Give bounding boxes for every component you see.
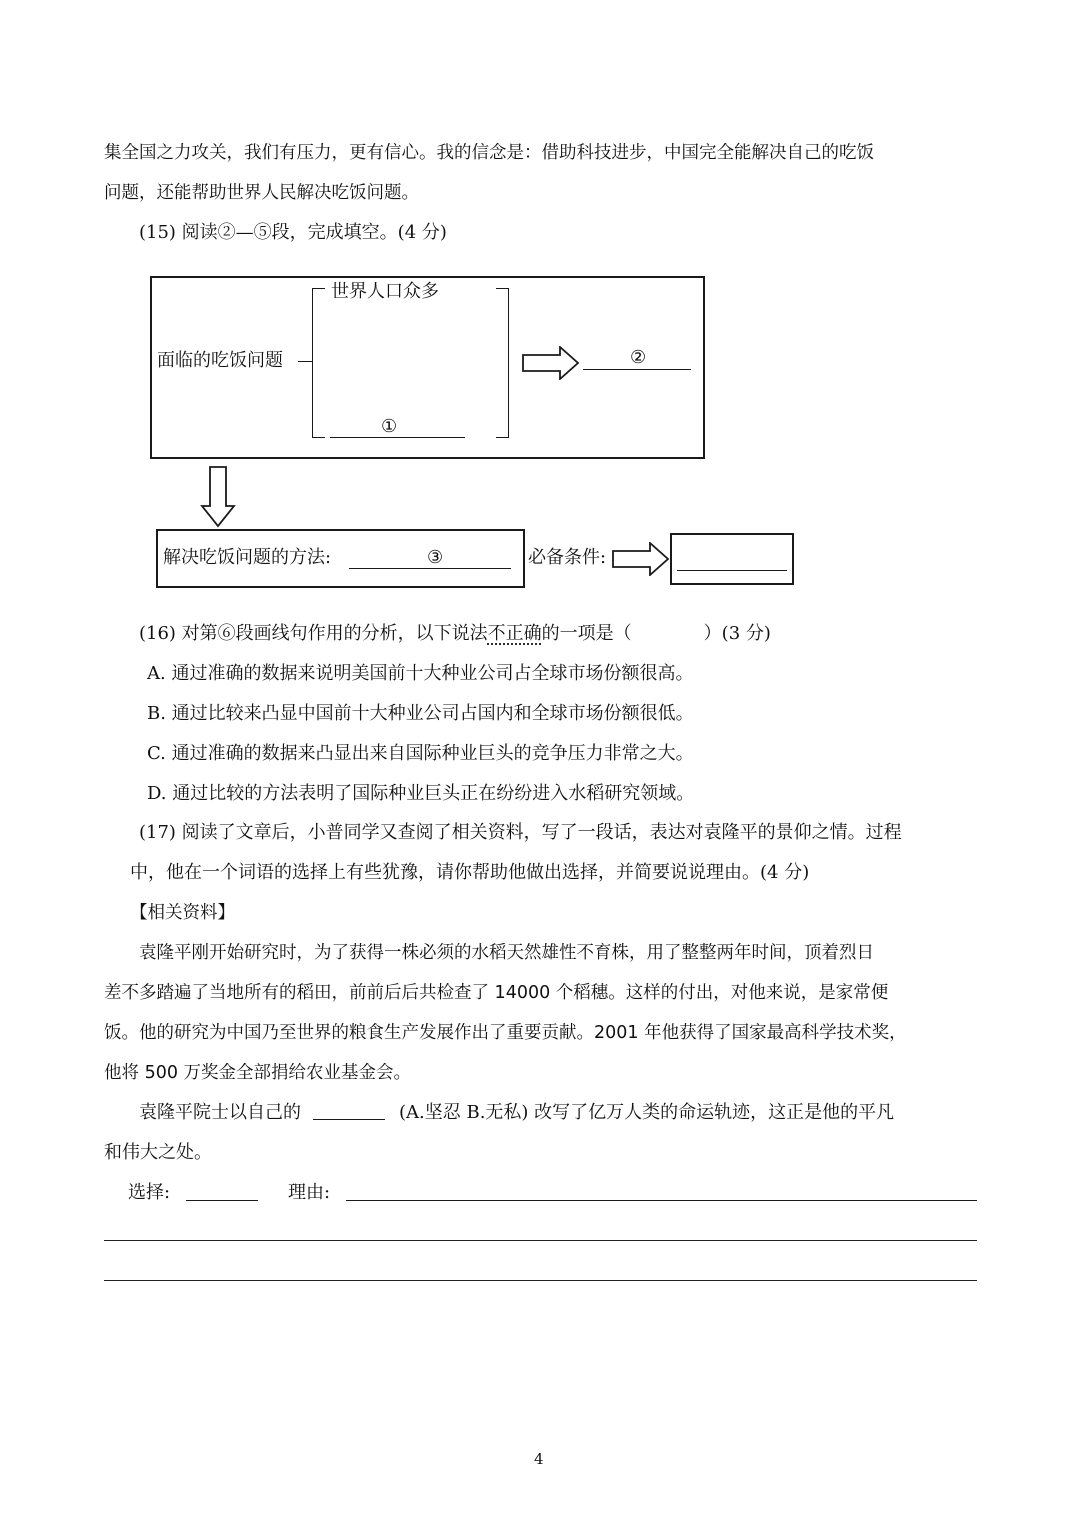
- answer-line-2[interactable]: [104, 1280, 977, 1281]
- q16-prompt-emphasis: 不正确: [487, 623, 542, 644]
- answer-line-1[interactable]: [104, 1240, 977, 1241]
- material-line-4: 他将 500 万奖金全部捐给农业基金会。: [104, 1063, 412, 1083]
- material-title: 【相关资料】: [130, 903, 235, 923]
- intro-line-1: 集全国之力攻关，我们有压力，更有信心。我的信念是：借助科技进步，中国完全能解决自己的吃饭: [104, 143, 874, 163]
- choice-blank[interactable]: [186, 1200, 258, 1201]
- q17-word-blank[interactable]: [313, 1101, 385, 1120]
- q17-sentence: [139, 1101, 894, 1125]
- q16-option-b: B. 通过比较来凸显中国前十大种业公司占国内和全球市场份额很低。: [147, 703, 694, 724]
- q17-sentence-line-2: 和伟大之处。: [104, 1142, 212, 1163]
- left-bracket: [312, 288, 325, 438]
- blank-1-line: [330, 437, 465, 438]
- q16-option-a: A. 通过准确的数据来说明美国前十大种业公司占全球市场份额很高。: [147, 663, 694, 684]
- connector-line: [298, 361, 312, 362]
- top-item: 世界人口众多: [331, 281, 439, 302]
- q16-prompt-c: ）(3 分): [703, 623, 771, 644]
- arrow-right-icon: [522, 346, 580, 380]
- q15-prompt: (15) 阅读②—⑤段，完成填空。(4 分): [139, 222, 447, 243]
- material-line-2: 差不多踏遍了当地所有的稻田，前前后后共检查了 14000 个稻穗。这样的付出，对他来说，是家常便: [104, 983, 889, 1003]
- q16-option-d: D. 通过比较的方法表明了国际种业巨头正在纷纷进入水稻研究领域。: [147, 783, 695, 804]
- condition-blank-line: [677, 570, 787, 571]
- q16-option-c: C. 通过准确的数据来凸显出来自国际种业巨头的竞争压力非常之大。: [147, 743, 694, 764]
- q17-line-2: 中，他在一个词语的选择上有些犹豫，请你帮助他做出选择，并简要说说理由。(4 分): [130, 862, 810, 883]
- problem-label: 面临的吃饭问题: [157, 350, 283, 371]
- condition-label: 必备条件:: [528, 547, 607, 568]
- q16-prompt: [139, 622, 771, 646]
- q17-sentence-a: 袁隆平院士以自己的: [139, 1102, 301, 1123]
- method-label: 解决吃饭问题的方法:: [163, 547, 332, 568]
- choice-label: 选择:: [128, 1182, 171, 1203]
- q16-prompt-a: (16) 对第⑥段画线句作用的分析，以下说法: [139, 623, 488, 644]
- blank-1-marker: ①: [381, 416, 398, 437]
- reason-blank[interactable]: [346, 1200, 977, 1201]
- arrow-down-icon: [200, 466, 236, 528]
- condition-box: [670, 533, 794, 585]
- blank-3-marker: ③: [427, 547, 444, 568]
- arrow-right-icon: [612, 542, 670, 576]
- right-bracket: [496, 288, 509, 438]
- blank-2-marker: ②: [630, 347, 647, 368]
- q16-prompt-b: 的一项是（: [541, 623, 632, 644]
- q17-sentence-b: (A.坚忍 B.无私) 改写了亿万人类的命运轨迹，这正是他的平凡: [399, 1102, 895, 1123]
- q17-line-1: (17) 阅读了文章后，小普同学又查阅了相关资料，写了一段话，表达对袁隆平的景仰之情。过程: [139, 822, 902, 843]
- reason-label: 理由:: [288, 1182, 331, 1203]
- material-line-3: 饭。他的研究为中国乃至世界的粮食生产发展作出了重要贡献。2001 年他获得了国家最高科学技术奖，: [104, 1023, 907, 1043]
- page-number: 4: [534, 1450, 544, 1468]
- material-line-1: 袁隆平刚开始研究时，为了获得一株必须的水稻天然雄性不育株，用了整整两年时间，顶着烈日: [139, 943, 874, 963]
- intro-line-2: 问题，还能帮助世界人民解决吃饭问题。: [104, 183, 419, 203]
